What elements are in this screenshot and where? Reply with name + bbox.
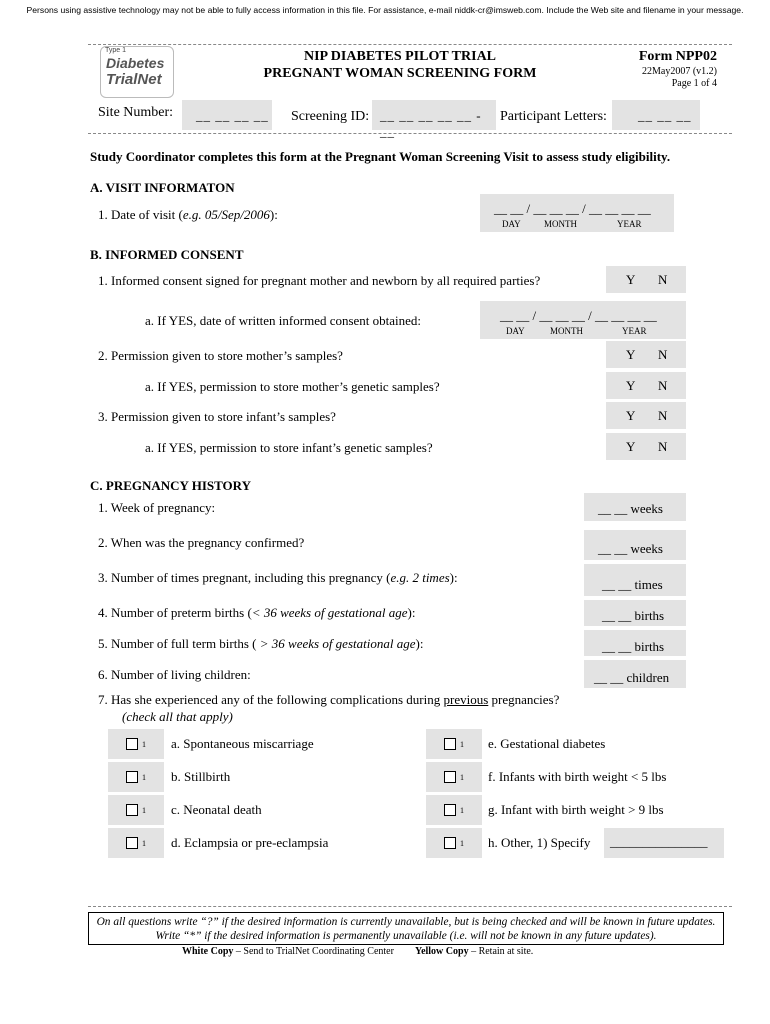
infant-genetic-no[interactable]: N: [658, 439, 668, 454]
visit-year-caption: YEAR: [617, 219, 642, 229]
infant-samples-yes[interactable]: Y: [626, 408, 636, 423]
accessibility-notice: Persons using assistive technology may not be able to fully access information in this file. For assistance, e-mail niddk-cr@imsweb.com. Include the Web site and filename in your message.: [26, 5, 744, 15]
site-number-blank: __ __ __ __: [196, 108, 269, 123]
checkbox-square[interactable]: [444, 771, 456, 783]
infant-genetic-question: a. If YES, permission to store infant’s genetic samples?: [145, 440, 433, 455]
infant-samples-question: 3. Permission given to store infant’s samples?: [98, 409, 336, 424]
times-pregnant-blank: __ __ times: [602, 577, 663, 592]
complications-previous: previous: [443, 692, 489, 707]
checkbox-stillbirth[interactable]: [108, 762, 164, 792]
consent-date-blank: __ __ / __ __ __ / __ __ __ __: [500, 308, 657, 323]
infant-samples-yn[interactable]: [606, 402, 686, 429]
consent-month-caption: MONTH: [550, 326, 583, 336]
mother-genetic-yn[interactable]: [606, 372, 686, 399]
complication-eclampsia: d. Eclampsia or pre-eclampsia: [171, 835, 329, 850]
times-pregnant-example: e.g. 2 times: [390, 570, 450, 585]
living-children-blank: __ __ children: [594, 670, 670, 685]
preterm-births-blank: __ __ births: [602, 608, 665, 623]
other-specify-field[interactable]: [604, 828, 724, 858]
times-pregnant-end: ):: [449, 570, 458, 585]
logo-trialnet: TrialNet: [106, 71, 162, 88]
site-number-field[interactable]: [182, 100, 272, 130]
pregnancy-confirmed-field[interactable]: [584, 530, 686, 560]
logo-type1: Type 1: [105, 47, 127, 54]
checkbox-square[interactable]: [444, 837, 456, 849]
checkbox-square[interactable]: [126, 771, 138, 783]
form-title: PREGNANT WOMAN SCREENING FORM: [263, 66, 537, 81]
mother-samples-question: 2. Permission given to store mother’s samples?: [98, 348, 343, 363]
page-number: Page 1 of 4: [671, 78, 717, 89]
form-id: Form NPP02: [638, 49, 717, 64]
footer-note-box: [88, 912, 724, 945]
complication-neonatal-death: c. Neonatal death: [171, 802, 262, 817]
checkbox-square[interactable]: [126, 837, 138, 849]
living-children-question: 6. Number of living children:: [98, 667, 251, 682]
checkbox-gestational-diabetes[interactable]: [426, 729, 482, 759]
checkbox-square[interactable]: [126, 738, 138, 750]
checkbox-square[interactable]: [126, 804, 138, 816]
footer-copy-routing: [182, 946, 533, 957]
checkbox-code: 1: [142, 740, 146, 749]
complications-text-pre: 7. Has she experienced any of the following complications during: [98, 692, 444, 707]
fullterm-births-criteria: > 36 weeks of gestational age: [259, 636, 416, 651]
intro-instruction: Study Coordinator completes this form at the Pregnant Woman Screening Visit to assess study eligibility.: [90, 149, 671, 164]
week-of-pregnancy-blank: __ __ weeks: [598, 501, 663, 516]
times-pregnant-field[interactable]: [584, 564, 686, 596]
complications-text-post: pregnancies?: [488, 692, 560, 707]
fullterm-births-question: [98, 636, 423, 652]
complications-instruction: (check all that apply): [122, 709, 233, 724]
week-of-pregnancy-question: 1. Week of pregnancy:: [98, 500, 216, 515]
mother-genetic-question: a. If YES, permission to store mother’s genetic samples?: [145, 379, 440, 394]
checkbox-code: 1: [460, 740, 464, 749]
fullterm-births-blank: __ __ births: [602, 639, 665, 654]
checkbox-code: 1: [460, 773, 464, 782]
checkbox-code: 1: [460, 806, 464, 815]
footer-note-permanent: Write “*” if the desired information is permanently unavailable (i.e. will not be known in any future updates).: [155, 930, 657, 942]
checkbox-low-birth-weight[interactable]: [426, 762, 482, 792]
yellow-copy-label: Yellow Copy: [414, 946, 469, 957]
preterm-births-field[interactable]: [584, 600, 686, 626]
mother-samples-yes[interactable]: Y: [626, 347, 636, 362]
infant-genetic-yes[interactable]: Y: [626, 439, 636, 454]
pregnancy-confirmed-blank: __ __ weeks: [598, 541, 663, 556]
infant-genetic-yn[interactable]: [606, 433, 686, 460]
logo-diabetes: Diabetes: [106, 55, 165, 71]
checkbox-miscarriage[interactable]: [108, 729, 164, 759]
section-b-title: B. INFORMED CONSENT: [90, 247, 244, 262]
complication-other: h. Other, 1) Specify: [488, 835, 591, 850]
complication-high-birth-weight: g. Infant with birth weight > 9 lbs: [488, 802, 664, 817]
mother-samples-yn[interactable]: [606, 341, 686, 368]
trialnet-logo: [100, 46, 174, 98]
white-copy-text: – Send to TrialNet Coordinating Center: [233, 946, 394, 957]
section-a-title: A. VISIT INFORMATON: [90, 180, 235, 195]
visit-date-end: ):: [269, 207, 278, 222]
complications-question: [98, 692, 559, 708]
header-divider-bottom: [88, 133, 732, 134]
visit-day-caption: DAY: [502, 219, 521, 229]
visit-date-example: e.g. 05/Sep/2006: [182, 207, 270, 222]
fullterm-births-field[interactable]: [584, 630, 686, 656]
week-of-pregnancy-field[interactable]: [584, 493, 686, 521]
site-number-label: Site Number:: [98, 105, 174, 120]
participant-letters-field[interactable]: [612, 100, 700, 130]
preterm-births-question: [98, 605, 415, 621]
consent-date-question: a. If YES, date of written informed consent obtained:: [145, 313, 422, 328]
preterm-births-end: ):: [407, 605, 416, 620]
consent-day-caption: DAY: [506, 326, 525, 336]
checkbox-code: 1: [142, 806, 146, 815]
pregnancy-confirmed-question: 2. When was the pregnancy confirmed?: [98, 535, 305, 550]
participant-letters-blank: __ __ __: [638, 108, 692, 123]
checkbox-eclampsia[interactable]: [108, 828, 164, 858]
visit-date-text: 1. Date of visit (: [98, 207, 183, 222]
complication-gestational-diabetes: e. Gestational diabetes: [488, 736, 606, 751]
checkbox-square[interactable]: [444, 738, 456, 750]
yellow-copy-text: – Retain at site.: [468, 946, 534, 957]
preterm-births-criteria: < 36 weeks of gestational age: [251, 605, 408, 620]
screening-id-field[interactable]: [372, 100, 496, 139]
complication-miscarriage: a. Spontaneous miscarriage: [171, 736, 314, 751]
mother-genetic-no[interactable]: N: [658, 378, 668, 393]
footer-note-unavailable: On all questions write “?” if the desired information is currently unavailable, but is being checked and will be known in future updates.: [96, 916, 716, 928]
consent-signed-yes[interactable]: Y: [626, 272, 636, 287]
checkbox-high-birth-weight[interactable]: [426, 795, 482, 825]
consent-date-field[interactable]: [480, 301, 686, 339]
section-c-title: C. PREGNANCY HISTORY: [90, 478, 251, 493]
white-copy-label: White Copy: [182, 946, 234, 957]
screening-id-label: Screening ID:: [291, 109, 370, 124]
times-pregnant-text: 3. Number of times pregnant, including this pregnancy (: [98, 570, 391, 585]
living-children-field[interactable]: [584, 660, 686, 688]
consent-year-caption: YEAR: [622, 326, 647, 336]
checkbox-other[interactable]: [426, 828, 482, 858]
form-version: 22May2007 (v1.2): [642, 66, 717, 77]
checkbox-neonatal-death[interactable]: [108, 795, 164, 825]
other-specify-blank: _______________: [610, 834, 708, 849]
visit-date-field[interactable]: [480, 194, 674, 232]
complication-low-birth-weight: f. Infants with birth weight < 5 lbs: [488, 769, 667, 784]
participant-letters-label: Participant Letters:: [500, 109, 607, 124]
consent-signed-no[interactable]: N: [658, 272, 668, 287]
complication-stillbirth: b. Stillbirth: [171, 769, 231, 784]
checkbox-code: 1: [142, 773, 146, 782]
consent-signed-question: 1. Informed consent signed for pregnant mother and newborn by all required parties?: [98, 273, 541, 288]
preterm-births-text: 4. Number of preterm births (: [98, 605, 252, 620]
checkbox-code: 1: [142, 839, 146, 848]
header-divider-top: [88, 44, 732, 45]
consent-signed-yn[interactable]: [606, 266, 686, 293]
fullterm-births-text: 5. Number of full term births (: [98, 636, 260, 651]
visit-date-blank: __ __ / __ __ __ / __ __ __ __: [494, 201, 651, 216]
checkbox-code: 1: [460, 839, 464, 848]
times-pregnant-question: [98, 570, 458, 586]
infant-samples-no[interactable]: N: [658, 408, 668, 423]
trial-title: NIP DIABETES PILOT TRIAL: [303, 49, 497, 64]
screening-id-blank: __ __ __ __ __ - __: [380, 108, 482, 139]
mother-genetic-yes[interactable]: Y: [626, 378, 636, 393]
visit-month-caption: MONTH: [544, 219, 577, 229]
checkbox-square[interactable]: [444, 804, 456, 816]
mother-samples-no[interactable]: N: [658, 347, 668, 362]
fullterm-births-end: ):: [415, 636, 424, 651]
visit-date-question: [98, 207, 278, 223]
footer-divider: [88, 906, 732, 907]
